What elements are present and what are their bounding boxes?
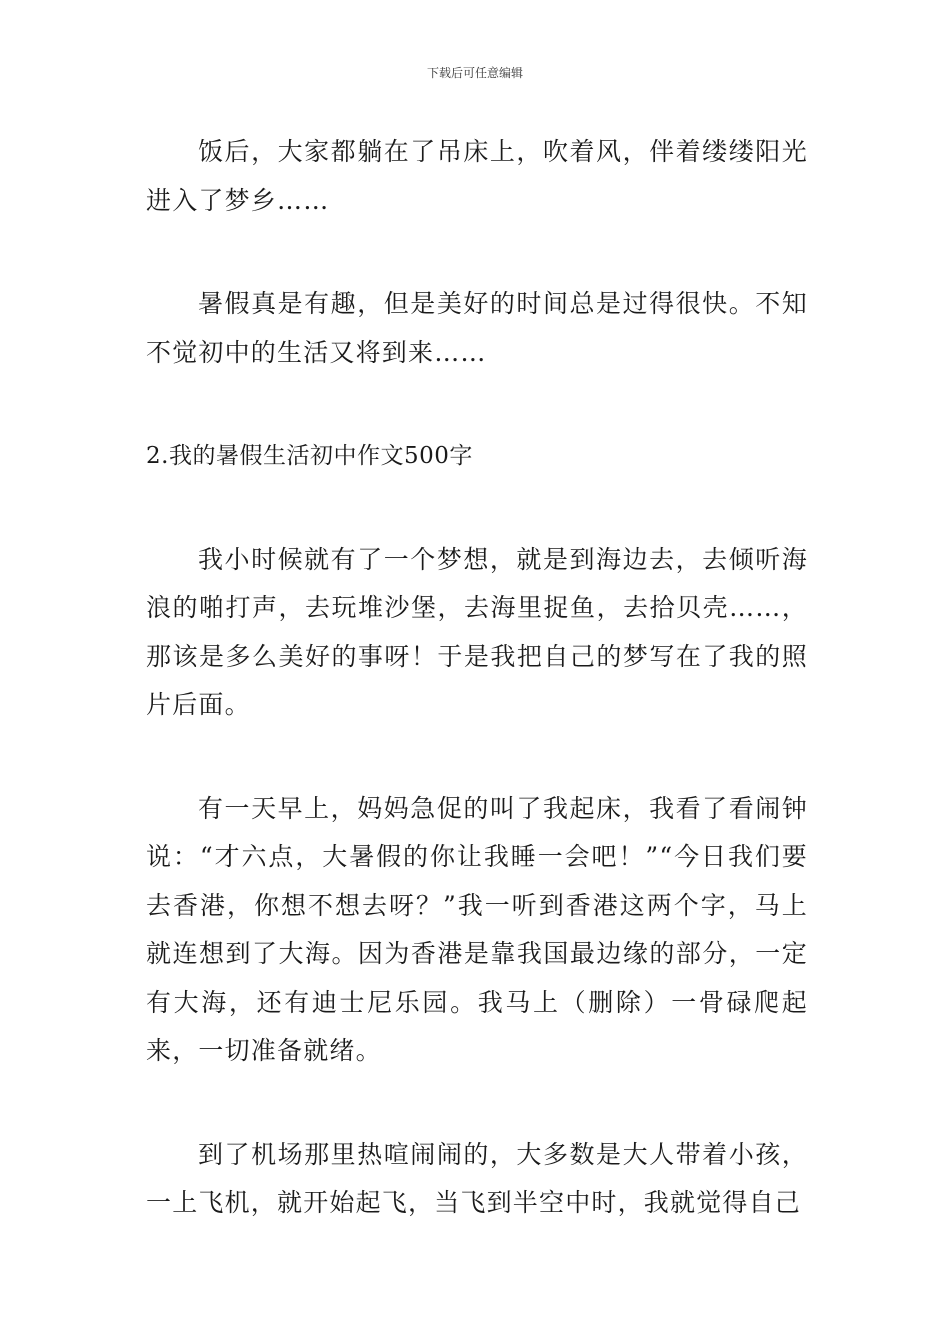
- paragraph-gap: [146, 730, 808, 785]
- paragraph: 到了机场那里热喧闹闹的，大多数是大人带着小孩，一上飞机，就开始起飞，当飞到半空中时，我就觉得自己: [146, 1139, 808, 1217]
- paragraph: 饭后，大家都躺在了吊床上，吹着风，伴着缕缕阳光进入了梦乡……: [146, 137, 808, 215]
- paragraph: 有一天早上，妈妈急促的叫了我起床，我看了看闹钟说：“才六点，大暑假的你让我睡一会吧！”“今日我们要去香港，你想不想去呀？”我一听到香港这两个字，马上就连想到了大海。因为香港是靠我国最边缘的部分，一定有大海，还有迪士尼乐园。我马上（删除）一骨碌爬起来，一切准备就绪。: [146, 793, 808, 1065]
- paragraph: 我小时候就有了一个梦想，就是到海边去，去倾听海浪的啪打声，去玩堆沙堡，去海里捉鱼，去拾贝壳……，那该是多么美好的事呀！于是我把自己的梦写在了我的照片后面。: [146, 544, 808, 719]
- paragraph-gap: [146, 1076, 808, 1131]
- paragraph: 暑假真是有趣，但是美好的时间总是过得很快。不知不觉初中的生活又将到来……: [146, 289, 808, 367]
- paragraph-gap: [146, 225, 808, 280]
- document-body: [146, 128, 808, 1228]
- section-heading: 2.我的暑假生活初中作文500字: [146, 443, 473, 469]
- paragraph-gap: [146, 377, 808, 432]
- page-header-note: 下载后可任意编辑: [426, 66, 523, 80]
- paragraph-gap: [146, 481, 808, 536]
